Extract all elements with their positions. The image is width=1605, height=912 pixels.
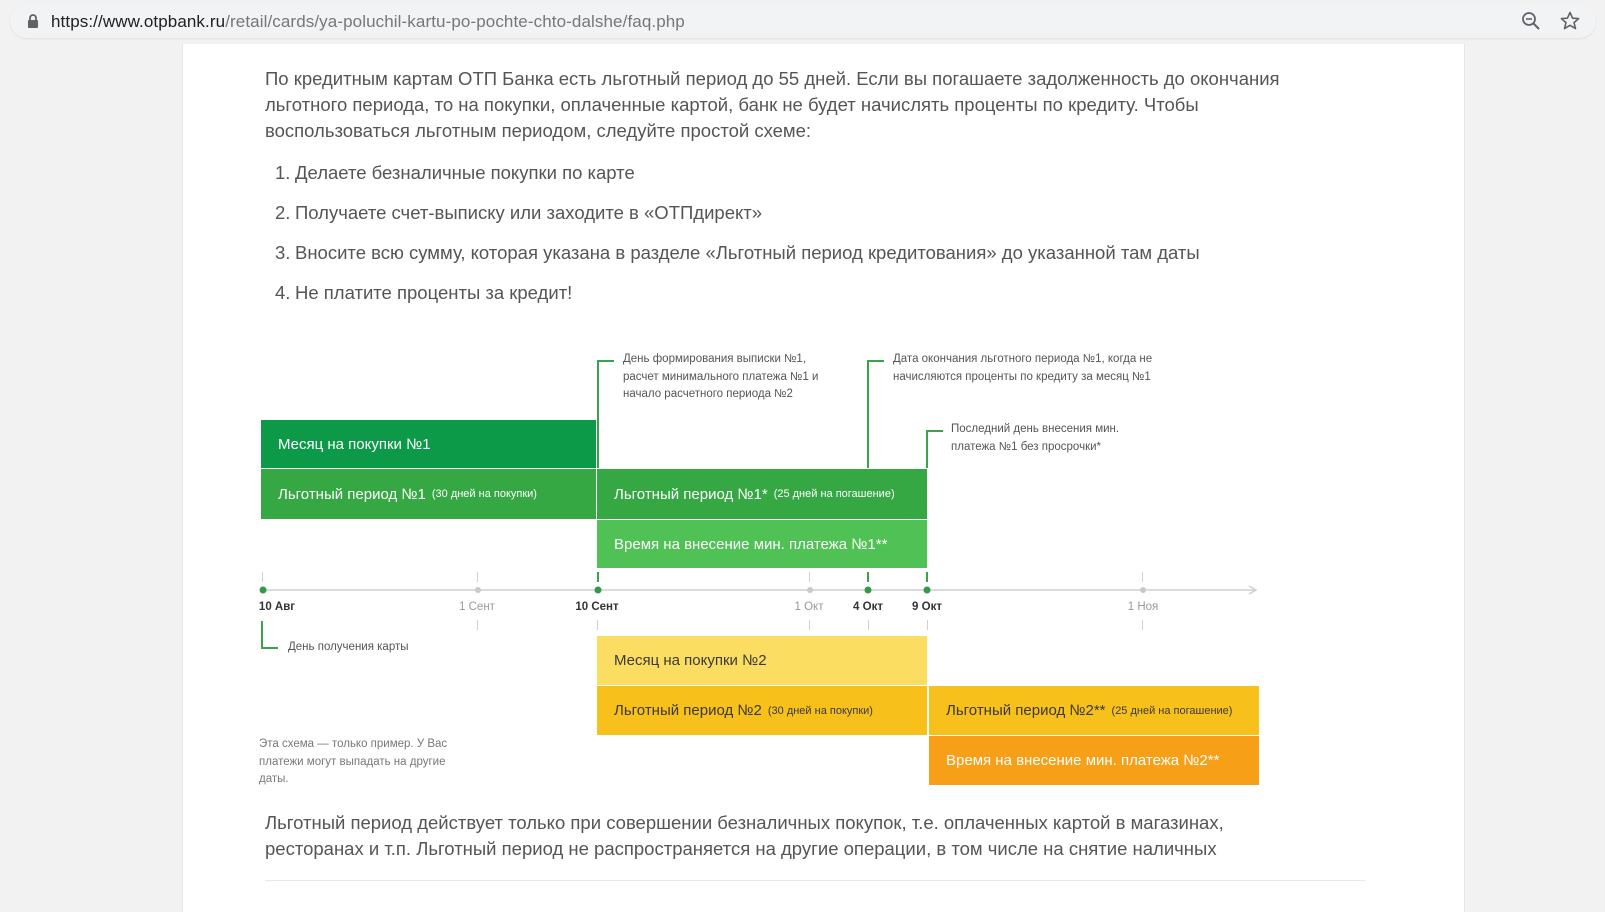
step-number: 1.: [275, 162, 291, 183]
tick-mark: [262, 572, 263, 582]
grace1a-label: Льготный период №1: [278, 485, 426, 503]
tick-label: 1 Сент: [459, 601, 495, 613]
list-item: [265, 202, 1200, 242]
intro-paragraph: По кредитным картам ОТП Банка есть льготный период до 55 дней. Если вы погашаете задолженность до окончания льготного периода, то на покупки, оплаченные картой, банк не будет начислять проценты по кредиту. Чтобы воспользоваться льготным периодом, следуйте простой схеме:: [265, 68, 1280, 141]
tick-mark: [477, 572, 478, 582]
tick-label: 10 Сент: [575, 601, 619, 613]
timeline-dot: [475, 587, 481, 593]
tick-mark: [809, 620, 810, 630]
month1-label: Месяц на покупки №1: [278, 435, 431, 453]
timeline-dot: [807, 587, 813, 593]
grace2a-label: Льготный период №2: [614, 702, 762, 719]
timeline-dot: [260, 587, 267, 594]
list-item: [265, 162, 1200, 202]
grace2a-bar: [597, 686, 927, 735]
statement-note: День формирования выписки №1, расчет минимального платежа №1 и начало расчетного периода №2: [623, 353, 819, 400]
step-text: Делаете безналичные покупки по карте: [295, 162, 635, 183]
tick-mark: [1142, 620, 1143, 630]
step-number: 2.: [275, 202, 291, 223]
timeline-dot: [1140, 587, 1146, 593]
timeline-dot: [595, 587, 602, 594]
disclaimer-note: Эта схема — только пример. У Вас платежи могут выпадать на другие даты.: [259, 738, 448, 785]
grace2a-note: (30 дней на покупки): [767, 704, 873, 717]
list-item: [265, 242, 1200, 282]
month2-label: Месяц на покупки №2: [614, 652, 767, 669]
tick-mark: [597, 620, 598, 630]
minpay1-label: Время на внесение мин. платежа №1**: [614, 535, 888, 553]
minpay2-bar: [929, 736, 1259, 785]
timeline-dot: [865, 587, 872, 594]
tick-label: 4 Окт: [853, 601, 883, 613]
tick-label: 9 Окт: [912, 601, 942, 613]
month2-bar: [597, 636, 927, 685]
url-path: /retail/cards/ya-poluchil-kartu-po-pochte-chto-dalshe/faq.php: [225, 12, 685, 31]
grace2b-note: (25 дней на погашение): [1111, 704, 1233, 717]
grace2b-bar: [929, 686, 1259, 735]
zoom-icon[interactable]: [1521, 11, 1541, 31]
step-text: Вносите всю сумму, которая указана в разделе «Льготный период кредитования» до указанной там даты: [295, 242, 1200, 263]
tick-mark: [597, 572, 599, 582]
tick-mark: [927, 620, 928, 630]
timeline-dot: [924, 587, 931, 594]
divider: [265, 880, 1365, 881]
card-day-note: День получения карты: [288, 641, 409, 653]
grace2b-label: Льготный период №2**: [946, 702, 1106, 719]
step-number: 3.: [275, 242, 291, 263]
grace1a-bar: [261, 469, 596, 519]
address-bar[interactable]: [10, 4, 1596, 38]
grace1b-note: (25 дней на погашение): [773, 488, 895, 500]
statement-bracket: [597, 360, 614, 468]
outro-paragraph: Льготный период действует только при совершении безналичных покупок, т.е. оплаченных картой в магазинах, ресторанах и т.п. Льготный период не распространяется на другие операции, в том числе на снятие наличных: [265, 812, 1224, 859]
lock-icon: [27, 14, 39, 29]
tick-mark: [477, 620, 478, 630]
list-item: [265, 282, 1200, 322]
tick-mark: [868, 620, 869, 630]
tick-label: 10 Авг: [258, 601, 296, 613]
grace1b-bar: [597, 469, 927, 519]
grace-end-bracket: [867, 360, 884, 468]
month1-bar: [261, 420, 596, 468]
tick-mark: [809, 572, 810, 582]
url-text[interactable]: [51, 12, 685, 32]
url-host: https://www.otpbank.ru: [51, 12, 226, 31]
grace1b-label: Льготный период №1*: [614, 485, 768, 503]
star-icon[interactable]: [1560, 11, 1580, 31]
article-page: [182, 44, 1465, 912]
step-text: Получаете счет-выписку или заходите в «ОТПдирект»: [295, 202, 763, 223]
last-day-note: Последний день внесения мин. платежа №1 без просрочки*: [951, 423, 1120, 453]
step-text: Не платите проценты за кредит!: [295, 282, 573, 303]
tick-label: 1 Ноя: [1127, 601, 1159, 613]
grace1a-note: (30 дней на покупки): [431, 488, 537, 500]
card-day-bracket: [261, 621, 278, 649]
minpay1-bar: [597, 520, 927, 568]
grace-end-note: Дата окончания льготного периода №1, когда не начисляются проценты по кредиту за месяц №1: [893, 353, 1153, 383]
timeline-axis: [257, 580, 1267, 600]
tick-mark: [926, 572, 928, 582]
steps-list: [265, 162, 1200, 322]
last-day-bracket: [926, 430, 943, 468]
step-number: 4.: [275, 282, 291, 303]
tick-label: 1 Окт: [794, 601, 824, 613]
tick-mark: [1142, 572, 1143, 582]
minpay2-label: Время на внесение мин. платежа №2**: [946, 752, 1220, 769]
tick-mark: [867, 572, 869, 582]
